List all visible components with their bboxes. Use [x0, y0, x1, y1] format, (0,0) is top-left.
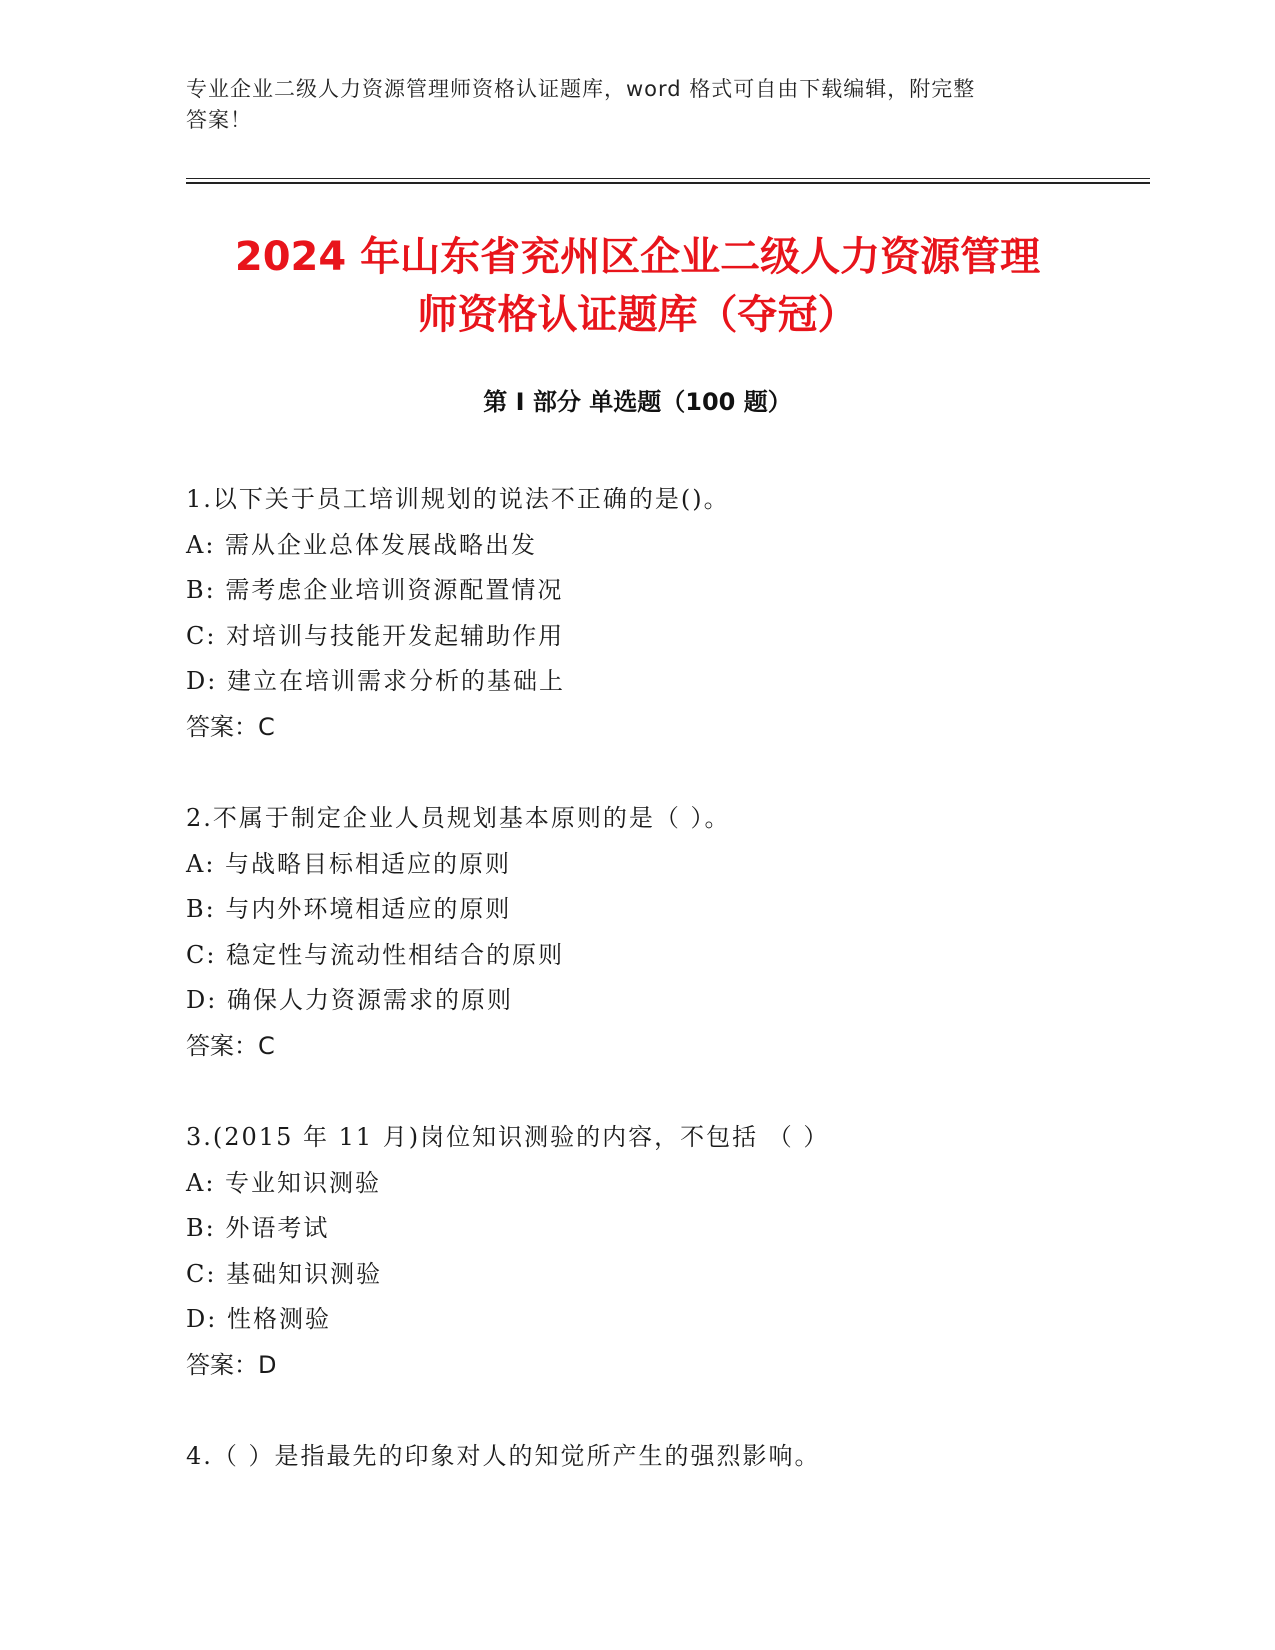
question-2	[186, 796, 1146, 1069]
option-c: C: 对培训与技能开发起辅助作用	[186, 621, 565, 650]
option-b: B: 与内外环境相适应的原则	[186, 895, 512, 923]
question-list	[186, 477, 1146, 1526]
document-title-line-2: 师资格认证题库（夺冠）	[417, 292, 858, 338]
section-title: 第 I 部分 单选题（100 题）	[483, 388, 792, 416]
option-c: C: 基础知识测验	[186, 1259, 383, 1288]
question-stem: 2.不属于制定企业人员规划基本原则的是（ ）。	[186, 804, 731, 832]
answer: 答案：C	[186, 1031, 275, 1060]
header-divider-thick	[186, 182, 1150, 184]
question-4	[186, 1434, 1146, 1480]
header-note-line-2: 答案！	[186, 108, 252, 132]
option-b: B: 外语考试	[186, 1214, 330, 1242]
question-1	[186, 477, 1146, 750]
document-title-line-1: 2024 年山东省兖州区企业二级人力资源管理	[234, 234, 1041, 280]
answer: 答案：C	[186, 712, 275, 741]
question-stem: 3.(2015 年 11 月)岗位知识测验的内容，不包括 （ ）	[186, 1123, 830, 1151]
option-d: D: 性格测验	[186, 1305, 331, 1333]
option-b: B: 需考虑企业培训资源配置情况	[186, 576, 564, 604]
header-divider-thin	[186, 178, 1150, 179]
question-stem: 1.以下关于员工培训规划的说法不正确的是()。	[186, 485, 730, 513]
question-3	[186, 1115, 1146, 1388]
header-note-line-1: 专业企业二级人力资源管理师资格认证题库，word 格式可自由下载编辑，附完整	[186, 77, 976, 101]
option-c: C: 稳定性与流动性相结合的原则	[186, 940, 565, 969]
option-d: D: 确保人力资源需求的原则	[186, 986, 513, 1014]
option-a: A: 专业知识测验	[186, 1168, 382, 1197]
option-a: A: 需从企业总体发展战略出发	[186, 530, 538, 559]
option-d: D: 建立在培训需求分析的基础上	[186, 667, 565, 695]
document-title	[150, 228, 1125, 344]
answer: 答案：D	[186, 1350, 277, 1379]
header-note	[186, 74, 1086, 136]
question-stem: 4.（ ）是指最先的印象对人的知觉所产生的强烈影响。	[186, 1442, 821, 1470]
option-a: A: 与战略目标相适应的原则	[186, 849, 512, 878]
